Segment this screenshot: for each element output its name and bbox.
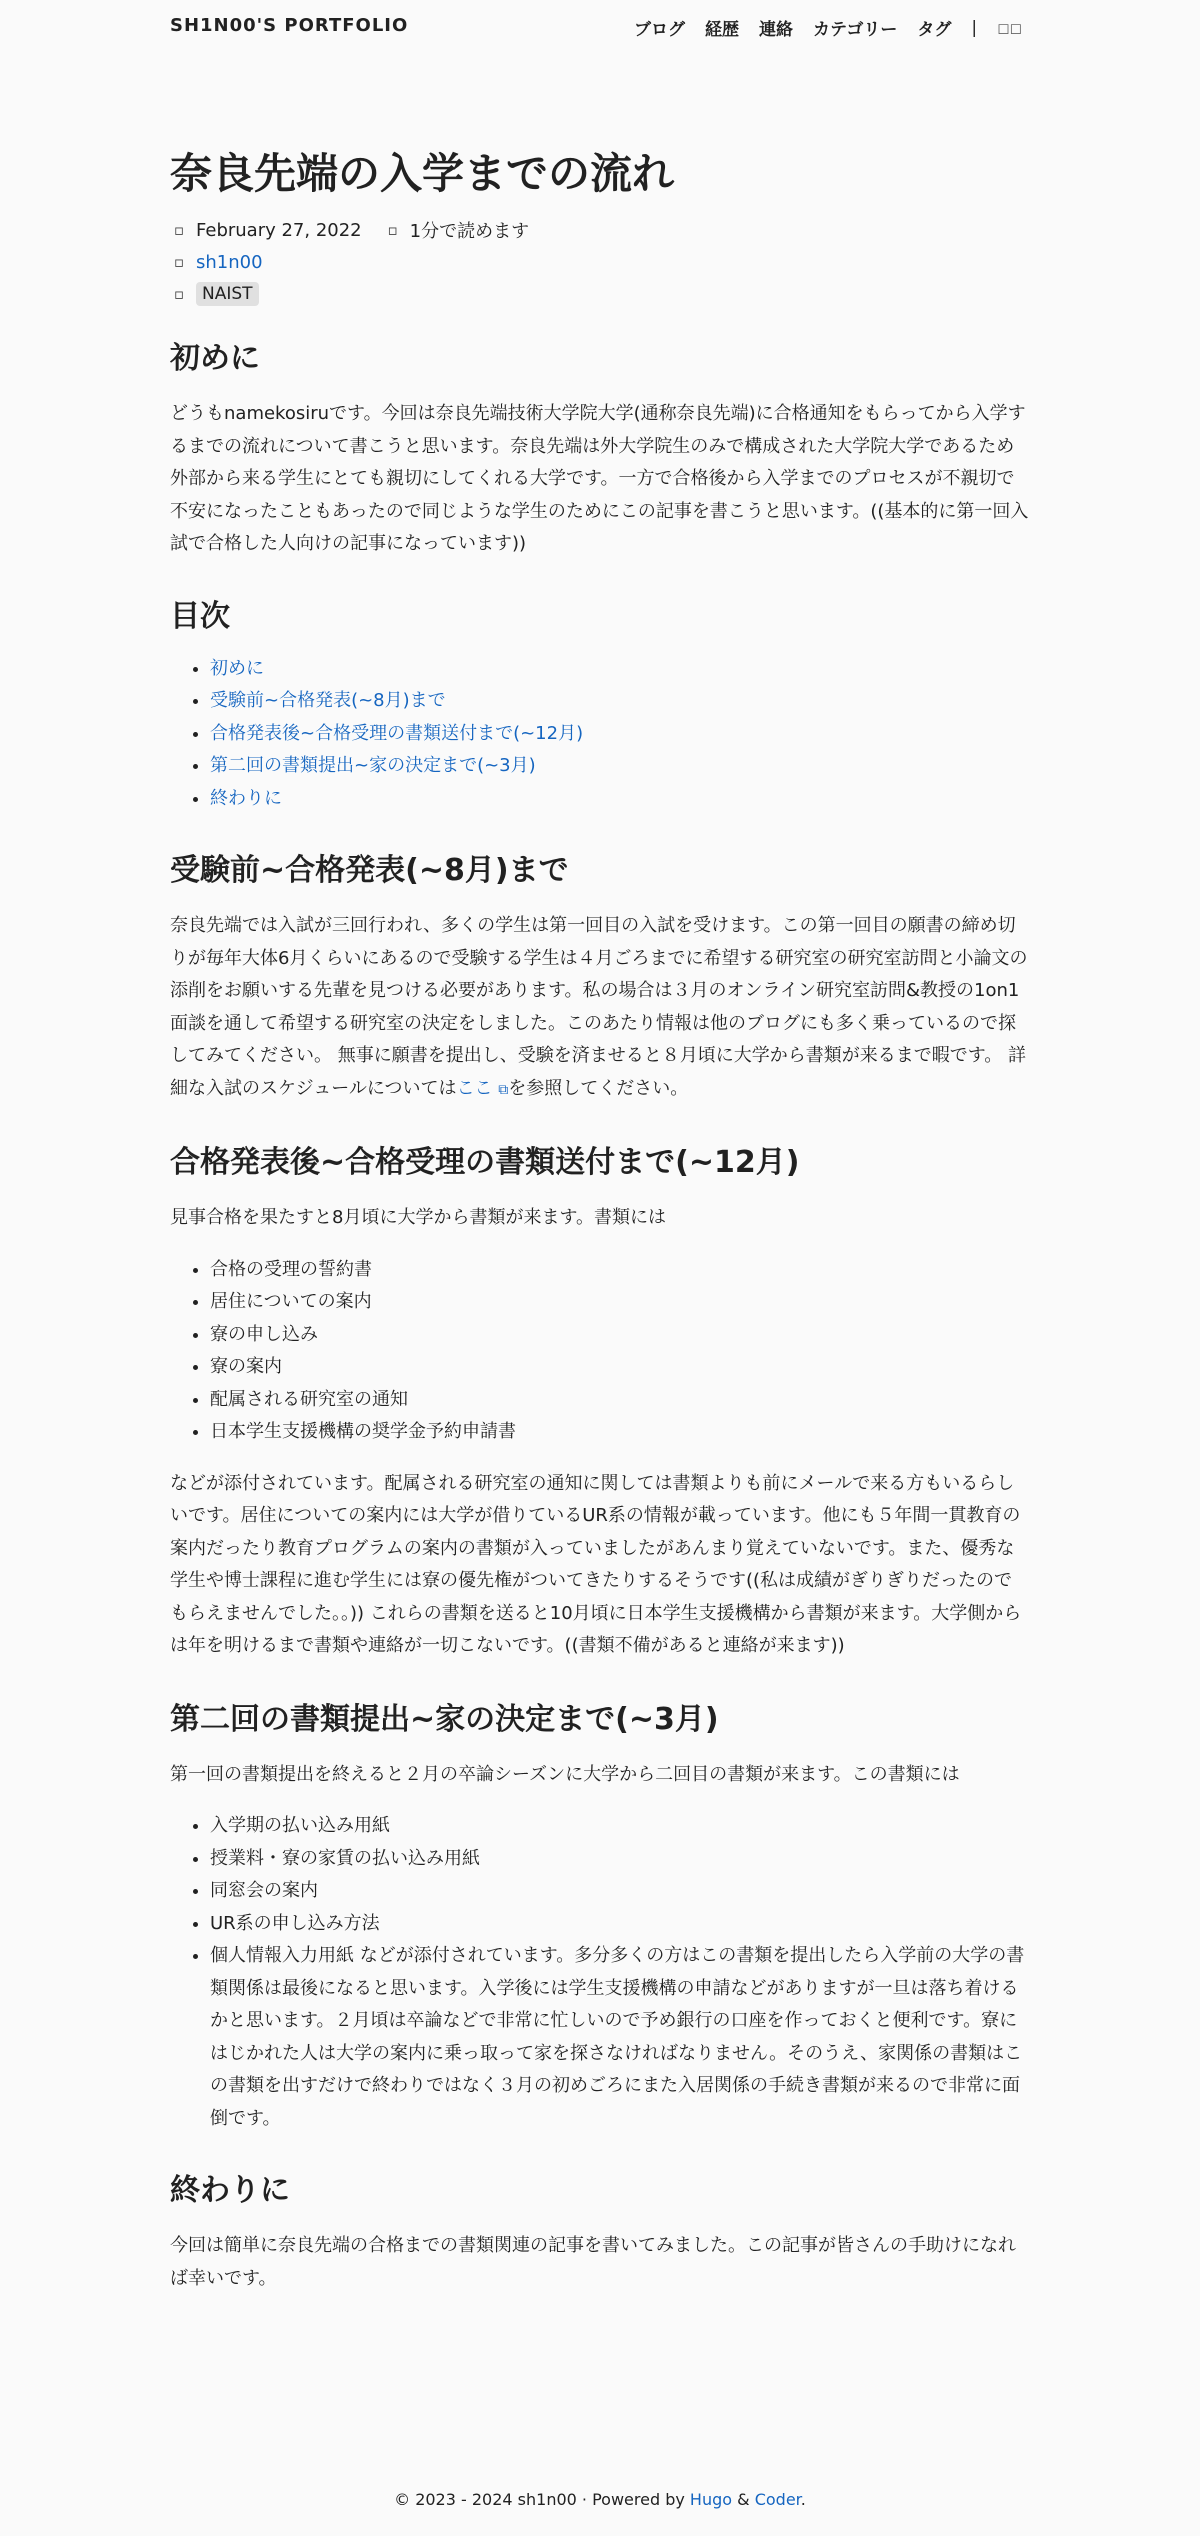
list-item: • 寮の案内: [210, 1351, 1030, 1384]
heading-intro: 初めに: [170, 341, 260, 376]
heading-toc: 目次: [170, 598, 230, 634]
toc-item: [210, 783, 1030, 816]
toc-link-intro[interactable]: 初めに: [210, 657, 264, 679]
reading-time: 1分で読めます: [409, 221, 530, 242]
nav-item-career[interactable]: 経歴: [705, 20, 740, 40]
footer-period: .: [800, 2490, 806, 2509]
list-item: • 寮の申し込み: [210, 1319, 1030, 1352]
clock-icon: ▫: [387, 221, 398, 239]
toc-link-closing[interactable]: 終わりに: [210, 787, 282, 809]
list-item: • 個人情報入力用紙 などが添付されています。多分多くの方はこの書類を提出したら入学前の大学の書類関係は最後になると思います。入学後には学生支援機構の申請などがありますが一旦は落ち着けるかと思います。２月頃は卒論などで非常に忙しいので予め銀行の口座を作っておくと便利です。寮にはじかれた人は大学の案内に乗っ取って家を探さなければなりません。そのうえ、家関係の書類はこの書類を出すだけで終わりではなく３月の初めごろにまた入居関係の手続き書類が来るので非常に面倒です。: [210, 1940, 1030, 2135]
list-item: • UR系の申し込み方法: [210, 1908, 1030, 1941]
before-exam-text: 奈良先端では入試が三回行われ、多くの学生は第一回目の入試を受けます。この第一回目の願書の締め切りが毎年大体6月くらいにあるので受験する学生は４月ごろまでに希望する研究室の研究室訪問と小論文の添削をお願いする先輩を見つける必要があります。私の場合は３月のオンライン研究室訪問&教授の1on1面談を通して希望する研究室の決定をしました。このあたり情報は他のブログにも多く乗っているので探してみてください。 無事に願書を提出し、受験を済ませると８月頃に大学から書類が来るまで暇です。 詳細な入試のスケジュールについては: [170, 915, 1028, 1099]
toc-item: [210, 718, 1030, 751]
site-brand-link[interactable]: SH1N00'S PORTFOLIO: [170, 15, 409, 36]
toc-item: [210, 685, 1030, 718]
heading-closing: 終わりに: [170, 2173, 290, 2208]
after-pass-intro: 見事合格を果たすと8月頃に大学から書類が来ます。書類には: [170, 1207, 667, 1228]
author-icon: ▫: [173, 253, 185, 271]
toc-list: [170, 653, 1030, 816]
list-item: • 合格の受理の誓約書: [210, 1254, 1030, 1287]
hugo-link[interactable]: Hugo: [689, 2490, 733, 2509]
language-icon[interactable]: ◻◻: [997, 18, 1022, 37]
after-pass-paragraph: などが添付されています。配属される研究室の通知に関しては書類よりも前にメールで来る方もいるらしいです。居住についての案内には大学が借りているUR系の情報が載っています。他にも５年間一貫教育の案内だったり教育プログラムの案内の書類が入っていましたがあんまり覚えていないです。また、優秀な学生や博士課程に進む学生には寮の優先権がついてきたりするそうです((私は成績がぎりぎりだったのでもらえませんでした。。)) これらの書類を送ると10月頃に日本学生支援機構から書類が来ます。大学側からは年を明けるまで書類や連絡が一切こないです。((書類不備があると連絡が来ます)): [170, 1472, 1022, 1656]
nav-item-blog[interactable]: ブログ: [634, 20, 686, 40]
nav-menu: [634, 15, 1022, 40]
calendar-icon: ▫: [173, 221, 185, 239]
author-link[interactable]: sh1n00: [196, 251, 263, 273]
top-navigation: [0, 0, 1200, 54]
article: [170, 140, 1030, 2295]
toc-item: [210, 750, 1030, 783]
nav-item-tags[interactable]: タグ: [917, 20, 952, 40]
article-meta: [170, 214, 1030, 310]
nav-separator: |: [971, 17, 978, 38]
toc-link-after-pass[interactable]: 合格発表後~合格受理の書類送付まで(~12月): [210, 722, 584, 744]
tag-chip-naist[interactable]: NAIST: [196, 282, 259, 306]
list-item: • 入学期の払い込み用紙: [210, 1810, 1030, 1843]
list-item: • 同窓会の案内: [210, 1875, 1030, 1908]
after-pass-list: [170, 1254, 1030, 1449]
schedule-link[interactable]: [457, 1078, 509, 1099]
heading-after-pass: 合格発表後~合格受理の書類送付まで(~12月): [170, 1145, 800, 1180]
site-footer: [0, 2490, 1200, 2509]
toc-link-before-exam[interactable]: 受験前~合格発表(~8月)まで: [210, 690, 446, 711]
before-exam-text-after: を参照してください。: [508, 1077, 689, 1099]
list-item: • 授業料・寮の家賃の払い込み用紙: [210, 1843, 1030, 1876]
footer-ampersand: &: [737, 2490, 750, 2509]
second-docs-intro: 第一回の書類提出を終えると２月の卒論シーズンに大学から二回目の書類が来ます。この書類には: [170, 1763, 960, 1785]
heading-second-docs: 第二回の書類提出~家の決定まで(~3月): [170, 1701, 719, 1737]
before-exam-paragraph: [170, 910, 1030, 1106]
tag-icon: ▫: [173, 285, 185, 303]
intro-paragraph: どうもnamekosiruです。今回は奈良先端技術大学院大学(通称奈良先端)に合格通知をもらってから入学するまでの流れについて書こうと思います。奈良先端は外大学院生のみで構成された大学院大学であるため外部から来る学生にとても親切にしてくれる大学です。一方で合格後から入学までのプロセスが不親切で不安になったこともあったので同じような学生のためにこの記事を書こうと思います。((基本的に第一回入試で合格した人向けの記事になっています)): [170, 403, 1029, 554]
nav-item-contact[interactable]: 連絡: [759, 20, 794, 40]
toc-link-second-docs[interactable]: 第二回の書類提出~家の決定まで(~3月): [210, 755, 536, 776]
article-title: 奈良先端の入学までの流れ: [170, 149, 675, 198]
list-item: • 日本学生支援機構の奨学金予約申請書: [210, 1416, 1030, 1449]
schedule-link-text: ここ: [456, 1077, 493, 1099]
second-docs-list: [170, 1810, 1030, 2135]
toc-item: [210, 653, 1030, 686]
nav-item-categories[interactable]: カテゴリー: [813, 20, 898, 40]
copyright-text: © 2023 - 2024 sh1n00 · Powered by: [394, 2490, 685, 2509]
heading-before-exam: 受験前~合格発表(~8月)まで: [170, 853, 569, 888]
coder-link[interactable]: Coder: [754, 2490, 801, 2509]
list-item: • 居住についての案内: [210, 1286, 1030, 1319]
closing-paragraph: 今回は簡単に奈良先端の合格までの書類関連の記事を書いてみました。この記事が皆さんの手助けになれば幸いです。: [170, 2235, 1016, 2289]
external-link-icon: ⧉: [498, 1081, 509, 1098]
post-date: February 27, 2022: [196, 219, 362, 241]
list-item: • 配属される研究室の通知: [210, 1384, 1030, 1417]
